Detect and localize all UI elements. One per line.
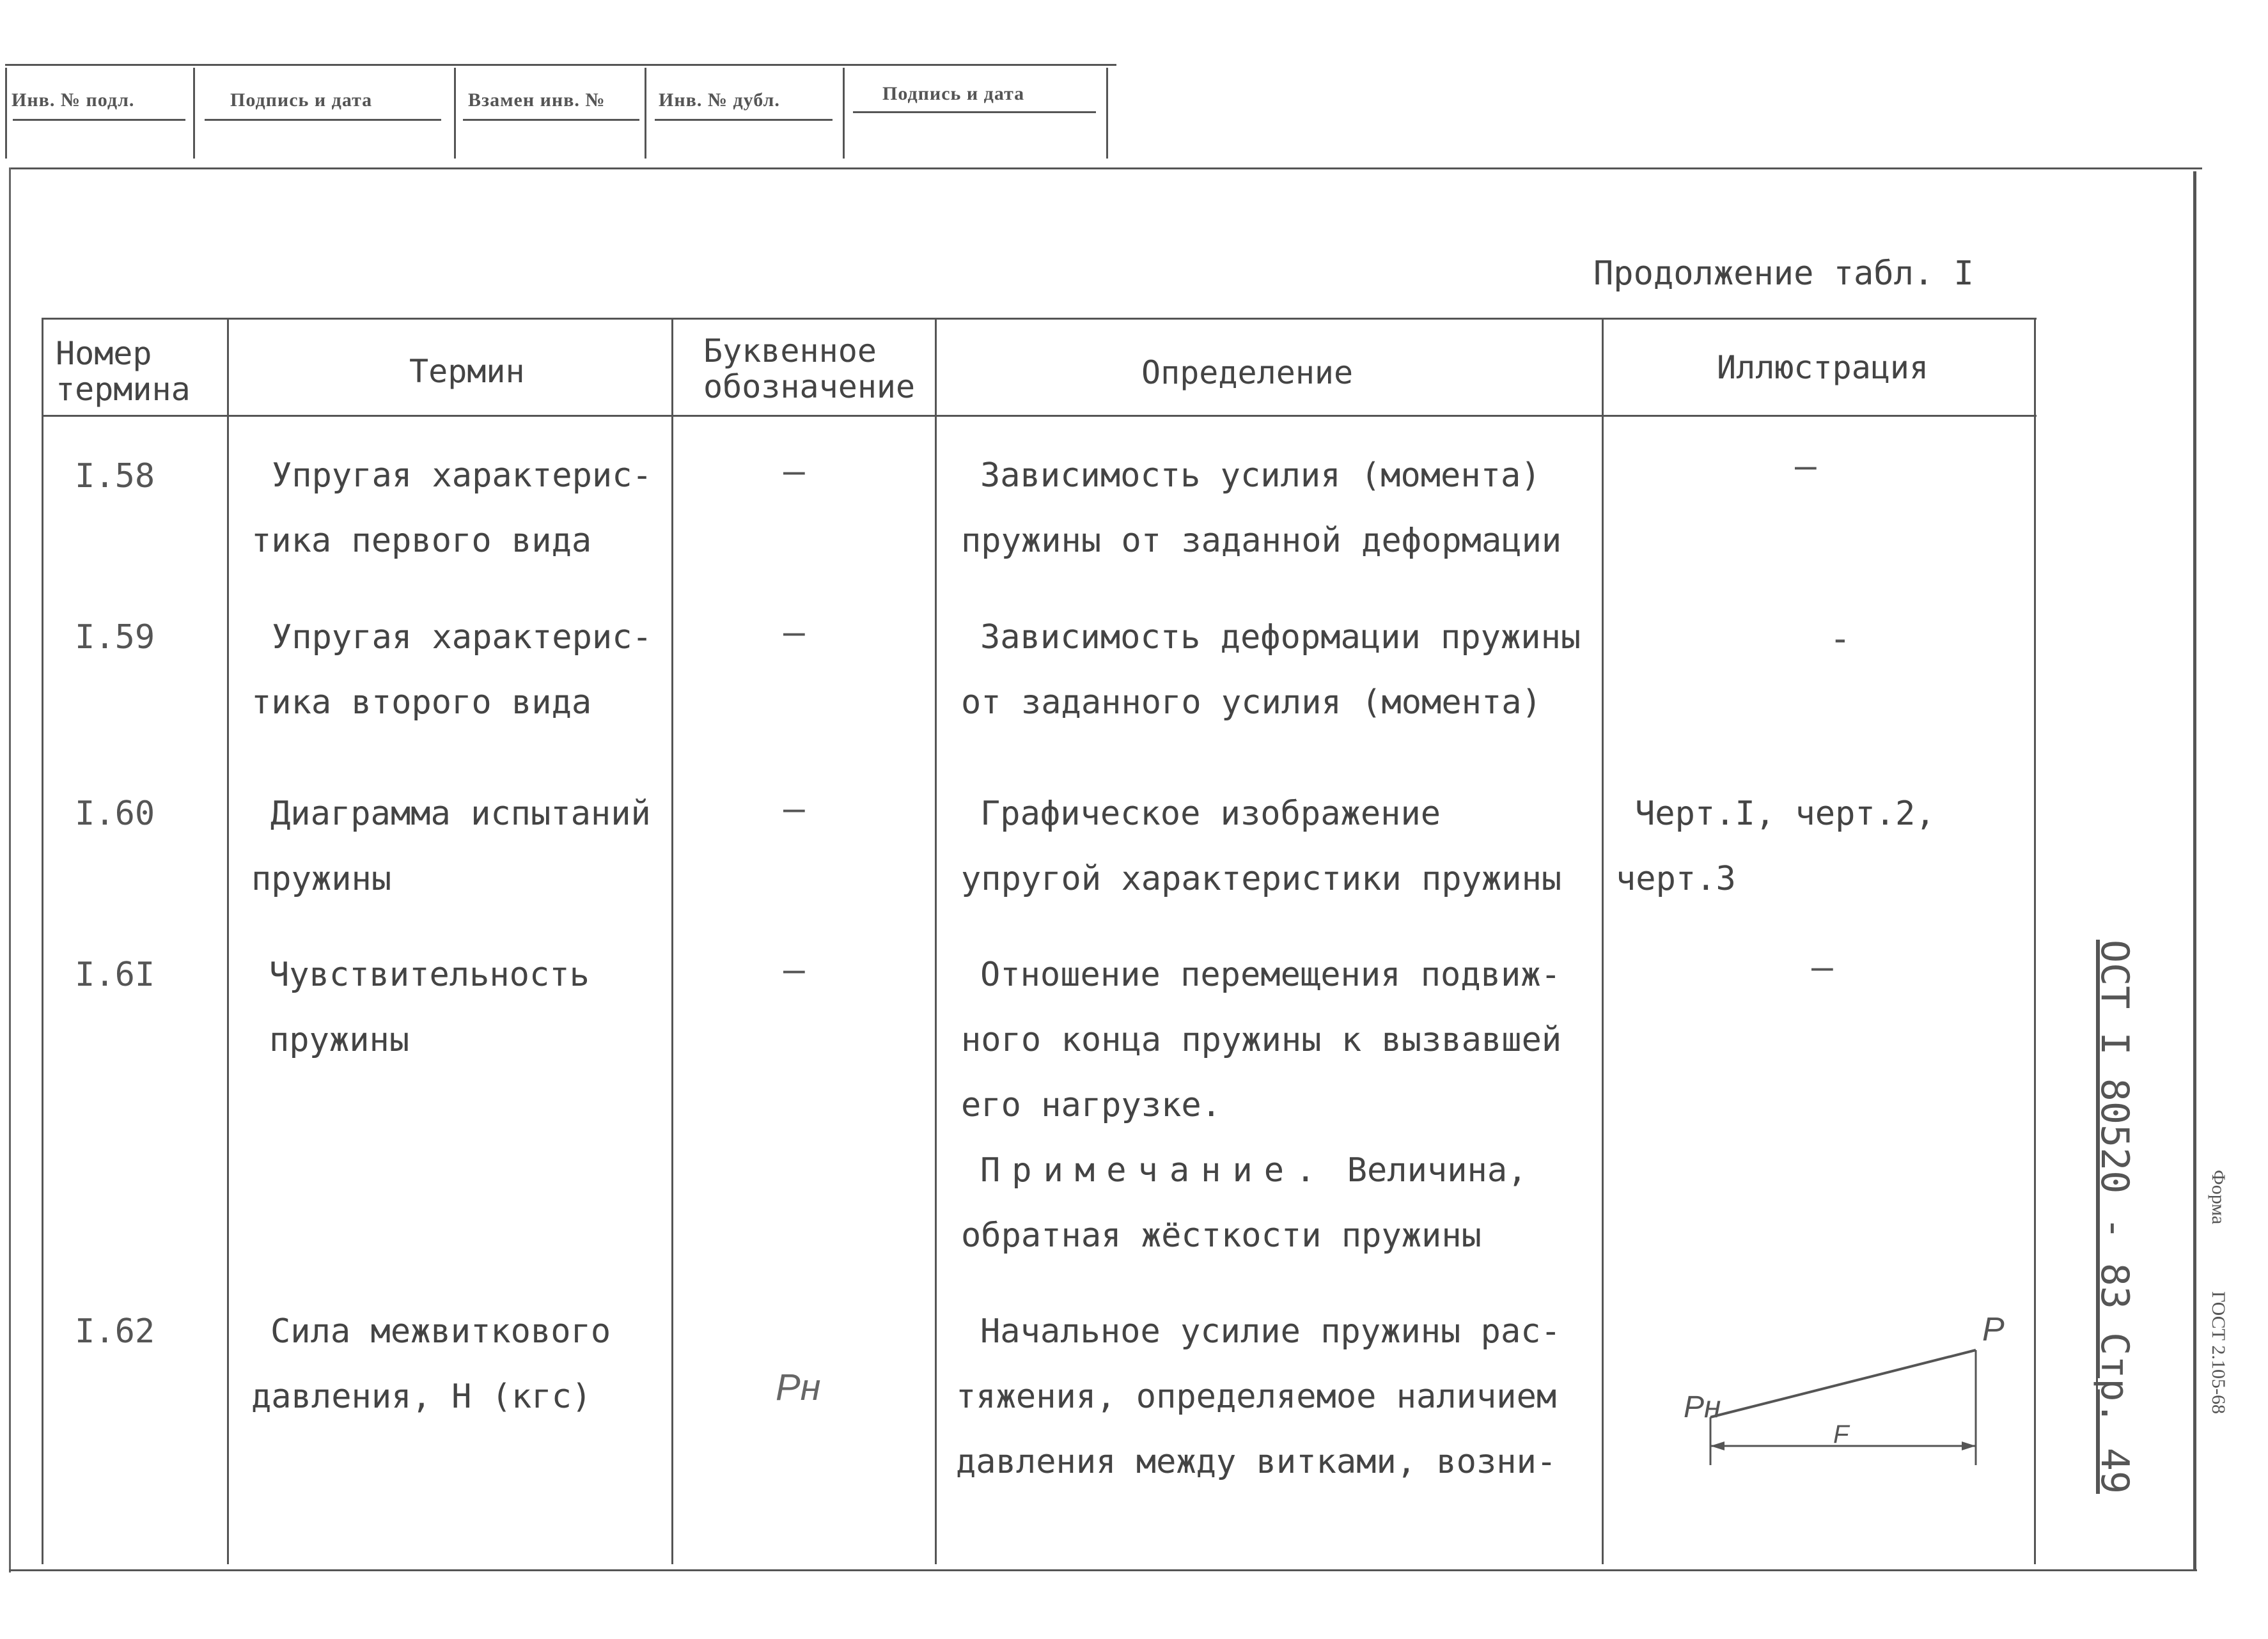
row-term-line: Упругая характерис-	[272, 456, 652, 495]
row-definition-line: тяжения, определяемое наличием	[956, 1378, 1557, 1416]
row-term-line: пружины	[251, 860, 392, 898]
stamp-underline	[655, 119, 833, 121]
row-definition	[961, 443, 1561, 573]
frame-left-border	[9, 167, 11, 1573]
table-continuation-caption: Продолжение табл. I	[1593, 254, 1974, 293]
stamp-divider	[193, 68, 195, 159]
terms-table	[42, 318, 2037, 1564]
frame-right-border	[2193, 171, 2196, 1571]
row-term-line: Упругая характерис-	[272, 618, 652, 656]
stamp-inv-podl-label: Инв. № подл.	[12, 89, 135, 111]
table-top-rule	[42, 318, 2037, 320]
row-definition	[961, 942, 1561, 1268]
arrow-left-icon	[1710, 1441, 1724, 1450]
forma-label: Форма	[2208, 1170, 2229, 1225]
row-term-line: Диаграмма испытаний	[270, 795, 651, 833]
row-definition-line: Зависимость усилия (момента)	[980, 456, 1541, 495]
stamp-divider	[1106, 68, 1108, 159]
stamp-top-border	[5, 64, 1116, 66]
stamp-podpis-data-label-2: Подпись и дата	[882, 83, 1025, 104]
arrow-right-icon	[1962, 1441, 1976, 1450]
stamp-underline	[463, 119, 639, 121]
header-number-line1: Номер	[56, 335, 152, 372]
row-term-line: тика второго вида	[251, 683, 592, 722]
row-illustration	[1616, 781, 1936, 912]
row-term-line: давления, Н (кгс)	[251, 1378, 592, 1416]
row-definition-line: Зависимость деформации пружины	[980, 618, 1581, 656]
row-definition	[956, 1299, 1561, 1495]
header-letter-line2: обозначение	[703, 368, 916, 405]
stamp-podpis-data-label: Подпись и дата	[230, 89, 373, 111]
approval-stamp-strip	[5, 64, 1116, 159]
row-definition-line: от заданного усилия (момента)	[961, 683, 1542, 722]
stamp-underline	[13, 119, 185, 121]
row-illustration: —	[1811, 947, 1833, 988]
row-term	[251, 781, 651, 912]
row-definition-line: Начальное усилие пружины рас-	[980, 1312, 1561, 1351]
stamp-inv-dubl-label: Инв. № дубл.	[659, 89, 780, 111]
row-term	[251, 1299, 611, 1429]
header-term: Термин	[409, 353, 525, 390]
row-illustration-line: черт.3	[1616, 860, 1736, 898]
row-term-line: Сила межвиткового	[270, 1312, 611, 1351]
note-label: Примечание.	[980, 1151, 1327, 1190]
table-column-rule	[227, 318, 229, 1564]
header-definition: Определение	[1141, 354, 1354, 391]
header-number-line2: термина	[56, 371, 191, 408]
gost-label: ГОСТ 2.105-68	[2208, 1291, 2229, 1414]
row-definition-line: его нагрузке.	[961, 1086, 1221, 1124]
ost-designation: ОСТ I 80520 - 83 Стр. 49	[2092, 940, 2137, 1494]
header-letter-line1: Буквенное	[703, 332, 877, 369]
label-p-end: P	[1982, 1311, 2005, 1348]
row-number: I.62	[75, 1312, 155, 1351]
row-number: I.58	[75, 457, 155, 495]
row-illustration: —	[1795, 446, 1817, 487]
row-symbol: —	[783, 788, 805, 830]
row-term	[251, 605, 652, 735]
row-definition-line: Отношение перемещения подвиж-	[980, 956, 1561, 994]
header-illustration: Иллюстрация	[1717, 349, 1929, 386]
stamp-underline	[853, 111, 1096, 113]
row-term-line: тика первого вида	[251, 522, 592, 560]
row-number: I.60	[75, 795, 155, 833]
row-note-line: обратная жёсткости пружины	[961, 1216, 1482, 1255]
row-symbol-handwritten: Pн	[776, 1367, 821, 1408]
row-illustration: -	[1829, 618, 1851, 660]
stamp-underline	[205, 119, 441, 121]
table-column-rule	[671, 318, 673, 1564]
table-column-rule	[42, 318, 43, 1564]
row-symbol: —	[783, 451, 805, 492]
row-definition-line: ного конца пружины к вызвавшей	[961, 1021, 1562, 1059]
stamp-divider	[645, 68, 646, 159]
row-definition-line: Графическое изображение	[980, 795, 1441, 833]
stamp-divider	[5, 68, 7, 159]
note-text: Величина,	[1347, 1151, 1528, 1190]
table-header-rule	[42, 415, 2037, 417]
stamp-divider	[843, 68, 845, 159]
row-number: I.6I	[75, 956, 155, 994]
table-column-rule	[935, 318, 937, 1564]
header-letter-symbol	[703, 333, 915, 405]
header-number	[56, 336, 191, 407]
stamp-divider	[454, 68, 456, 159]
row-number: I.59	[75, 618, 155, 656]
row-term-line: пружины	[269, 1021, 410, 1059]
row-definition	[961, 605, 1581, 735]
table-column-rule	[1602, 318, 1604, 1564]
row-term	[251, 443, 652, 573]
stamp-vzamen-label: Взамен инв. №	[468, 89, 606, 111]
row-definition-line: пружины от заданной деформации	[961, 522, 1562, 560]
frame-bottom-border	[9, 1569, 2197, 1571]
row-illustration-line: Черт.I, черт.2,	[1635, 795, 1936, 833]
row-term	[269, 942, 590, 1073]
row-note	[961, 1138, 1561, 1203]
row-definition	[961, 781, 1561, 912]
row-symbol: —	[783, 612, 805, 653]
label-f: F	[1833, 1420, 1849, 1449]
row-symbol: —	[783, 949, 805, 991]
interturn-pressure-diagram	[1653, 1289, 2037, 1507]
characteristic-line	[1710, 1350, 1976, 1417]
frame-top-border	[9, 167, 2202, 169]
label-p-start: Pн	[1684, 1390, 1721, 1424]
row-term-line: Чувствительность	[269, 956, 590, 994]
row-definition-line: давления между витками, возни-	[956, 1443, 1557, 1481]
row-definition-line: упругой характеристики пружины	[961, 860, 1562, 898]
